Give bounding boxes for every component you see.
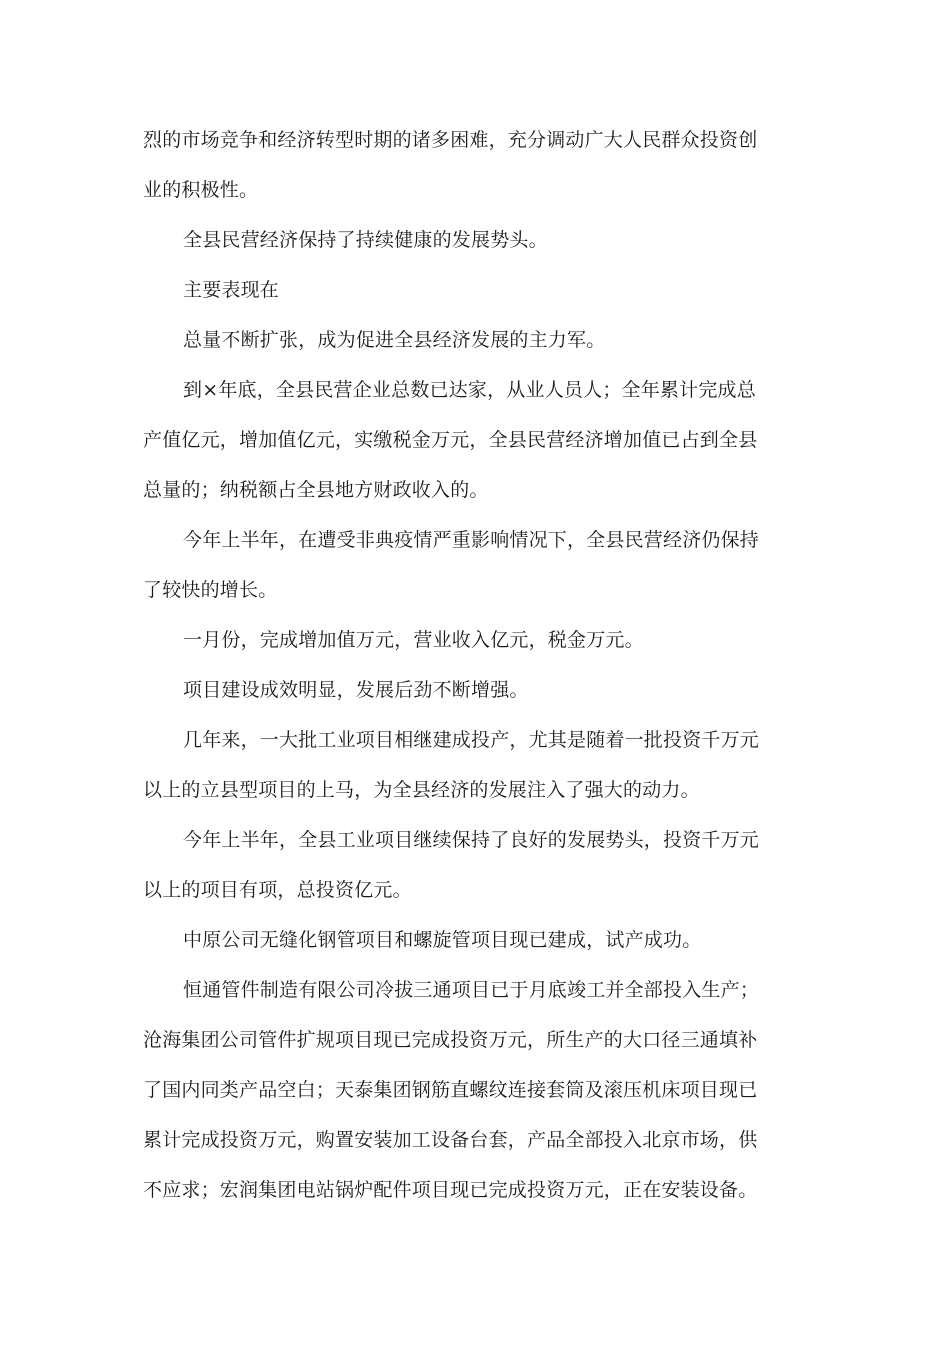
paragraph: 项目建设成效明显，发展后劲不断增强。 — [183, 679, 529, 701]
paragraph: 主要表现在 — [183, 279, 280, 301]
paragraph: 今年上半年，在遭受非典疫情严重影响情况下，全县民营经济仍保持了较快的增长。 — [143, 529, 760, 601]
paragraph: 今年上半年，全县工业项目继续保持了良好的发展势头，投资千万元以上的项目有项，总投资亿元。 — [143, 829, 760, 901]
paragraph: 中原公司无缝化钢管项目和螺旋管项目现已建成，试产成功。 — [183, 929, 702, 951]
paragraph: 总量不断扩张，成为促进全县经济发展的主力军。 — [183, 329, 606, 351]
document-body — [143, 115, 763, 1215]
paragraph: 几年来，一大批工业项目相继建成投产，尤其是随着一批投资千万元以上的立县型项目的上马，为全县经济的发展注入了强大的动力。 — [143, 729, 760, 801]
paragraph: 烈的市场竞争和经济转型时期的诸多困难，充分调动广大人民群众投资创业的积极性。 — [143, 129, 758, 201]
paragraph: 全县民营经济保持了持续健康的发展势头。 — [183, 229, 548, 251]
paragraph: 到×年底，全县民营企业总数已达家，从业人员人；全年累计完成总产值亿元，增加值亿元，实缴税金万元，全县民营经济增加值已占到全县总量的；纳税额占全县地方财政收入的。 — [143, 379, 758, 501]
paragraph: 恒通管件制造有限公司冷拔三通项目已于月底竣工并全部投入生产；沧海集团公司管件扩规项目现已完成投资万元，所生产的大口径三通填补了国内同类产品空白；天泰集团钢筋直螺纹连接套筒及滚压机床项目现已累计完成投资万元，购置安装加工设备台套，产品全部投入北京市场，供不应求；宏润集团电站锅炉配件项目现已完成投资万元，正在安装设备。 — [143, 979, 760, 1201]
paragraph: 一月份，完成增加值万元，营业收入亿元，税金万元。 — [183, 629, 644, 651]
